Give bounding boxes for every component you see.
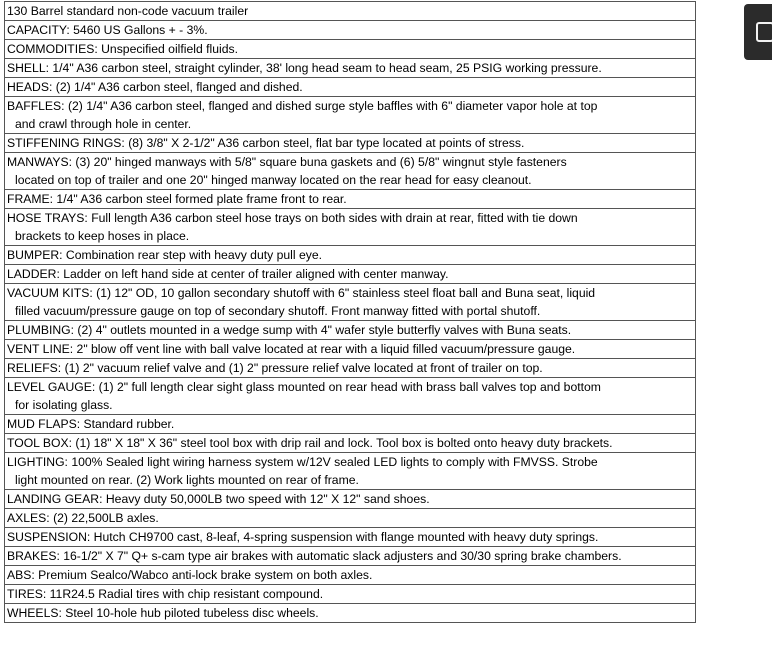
spec-row-continuation <box>5 227 696 246</box>
spec-row-continuation <box>5 171 696 190</box>
spec-row-continuation <box>5 471 696 490</box>
spec-line: CAPACITY: 5460 US Gallons + - 3%. <box>5 21 696 40</box>
spec-row <box>5 246 696 265</box>
spec-row <box>5 321 696 340</box>
spec-row <box>5 490 696 509</box>
spec-line: BRAKES: 16-1/2" X 7" Q+ s-cam type air brakes with automatic slack adjusters and 30/30 spring brake chambers. <box>5 547 696 566</box>
spec-line: TIRES: 11R24.5 Radial tires with chip resistant compound. <box>5 585 696 604</box>
spec-row <box>5 415 696 434</box>
spec-line: VENT LINE: 2" blow off vent line with ball valve located at rear with a liquid filled vacuum/pressure gauge. <box>5 340 696 359</box>
spec-line-continuation: light mounted on rear. (2) Work lights mounted on rear of frame. <box>5 471 696 490</box>
spec-line: HEADS: (2) 1/4" A36 carbon steel, flanged and dished. <box>5 78 696 97</box>
spec-row <box>5 359 696 378</box>
spec-line-continuation: filled vacuum/pressure gauge on top of secondary shutoff. Front manway fitted with portal shutoff. <box>5 302 696 321</box>
corner-overlay-button[interactable] <box>744 4 772 60</box>
spec-row <box>5 340 696 359</box>
spec-line-continuation: and crawl through hole in center. <box>5 115 696 134</box>
spec-row <box>5 547 696 566</box>
spec-row <box>5 265 696 284</box>
spec-line: LADDER: Ladder on left hand side at center of trailer aligned with center manway. <box>5 265 696 284</box>
spec-row <box>5 378 696 397</box>
spec-row-continuation <box>5 115 696 134</box>
spec-row <box>5 97 696 116</box>
spec-row <box>5 134 696 153</box>
spec-row <box>5 585 696 604</box>
spec-line: PLUMBING: (2) 4" outlets mounted in a wedge sump with 4" wafer style butterfly valves with Buna seats. <box>5 321 696 340</box>
spec-line: LIGHTING: 100% Sealed light wiring harness system w/12V sealed LED lights to comply with FMVSS. Strobe <box>5 453 696 472</box>
spec-line: LEVEL GAUGE: (1) 2" full length clear sight glass mounted on rear head with brass ball valves top and bottom <box>5 378 696 397</box>
spec-row <box>5 2 696 21</box>
spec-row <box>5 528 696 547</box>
spec-row <box>5 190 696 209</box>
spec-row <box>5 78 696 97</box>
spec-line: COMMODITIES: Unspecified oilfield fluids. <box>5 40 696 59</box>
spec-line: RELIEFS: (1) 2" vacuum relief valve and (1) 2" pressure relief valve located at front of trailer on top. <box>5 359 696 378</box>
spec-line: LANDING GEAR: Heavy duty 50,000LB two speed with 12" X 12" sand shoes. <box>5 490 696 509</box>
spec-row <box>5 21 696 40</box>
spec-line: BUMPER: Combination rear step with heavy duty pull eye. <box>5 246 696 265</box>
spec-row <box>5 604 696 623</box>
spec-row <box>5 453 696 472</box>
spec-line: VACUUM KITS: (1) 12" OD, 10 gallon secondary shutoff with 6" stainless steel float ball and Buna seat, liquid <box>5 284 696 303</box>
spec-row <box>5 434 696 453</box>
spec-row <box>5 284 696 303</box>
spec-table <box>4 1 696 623</box>
spec-line-continuation: for isolating glass. <box>5 396 696 415</box>
spec-line: SUSPENSION: Hutch CH9700 cast, 8-leaf, 4-spring suspension with flange mounted with heavy duty springs. <box>5 528 696 547</box>
spec-line-continuation: brackets to keep hoses in place. <box>5 227 696 246</box>
spec-line: WHEELS: Steel 10-hole hub piloted tubeless disc wheels. <box>5 604 696 623</box>
spec-line: BAFFLES: (2) 1/4" A36 carbon steel, flanged and dished surge style baffles with 6" diameter vapor hole at top <box>5 97 696 116</box>
spec-row <box>5 566 696 585</box>
expand-icon <box>756 22 772 42</box>
spec-line: 130 Barrel standard non-code vacuum trailer <box>5 2 696 21</box>
spec-row <box>5 509 696 528</box>
spec-row <box>5 40 696 59</box>
spec-row-continuation <box>5 396 696 415</box>
spec-line: AXLES: (2) 22,500LB axles. <box>5 509 696 528</box>
spec-line: ABS: Premium Sealco/Wabco anti-lock brake system on both axles. <box>5 566 696 585</box>
spec-line: FRAME: 1/4" A36 carbon steel formed plate frame front to rear. <box>5 190 696 209</box>
spec-line: MANWAYS: (3) 20" hinged manways with 5/8" square buna gaskets and (6) 5/8" wingnut style fasteners <box>5 153 696 172</box>
spec-row <box>5 153 696 172</box>
spec-table-body <box>5 2 696 623</box>
spec-line-continuation: located on top of trailer and one 20" hinged manway located on the rear head for easy cleanout. <box>5 171 696 190</box>
spec-line: HOSE TRAYS: Full length A36 carbon steel hose trays on both sides with drain at rear, fitted with tie down <box>5 209 696 228</box>
spec-row <box>5 59 696 78</box>
spec-row <box>5 209 696 228</box>
spec-line: MUD FLAPS: Standard rubber. <box>5 415 696 434</box>
spec-line: STIFFENING RINGS: (8) 3/8" X 2-1/2" A36 carbon steel, flat bar type located at points of stress. <box>5 134 696 153</box>
spec-line: TOOL BOX: (1) 18" X 18" X 36" steel tool box with drip rail and lock. Tool box is bolted onto heavy duty brackets. <box>5 434 696 453</box>
spec-line: SHELL: 1/4" A36 carbon steel, straight cylinder, 38' long head seam to head seam, 25 PSIG working pressure. <box>5 59 696 78</box>
spec-row-continuation <box>5 302 696 321</box>
